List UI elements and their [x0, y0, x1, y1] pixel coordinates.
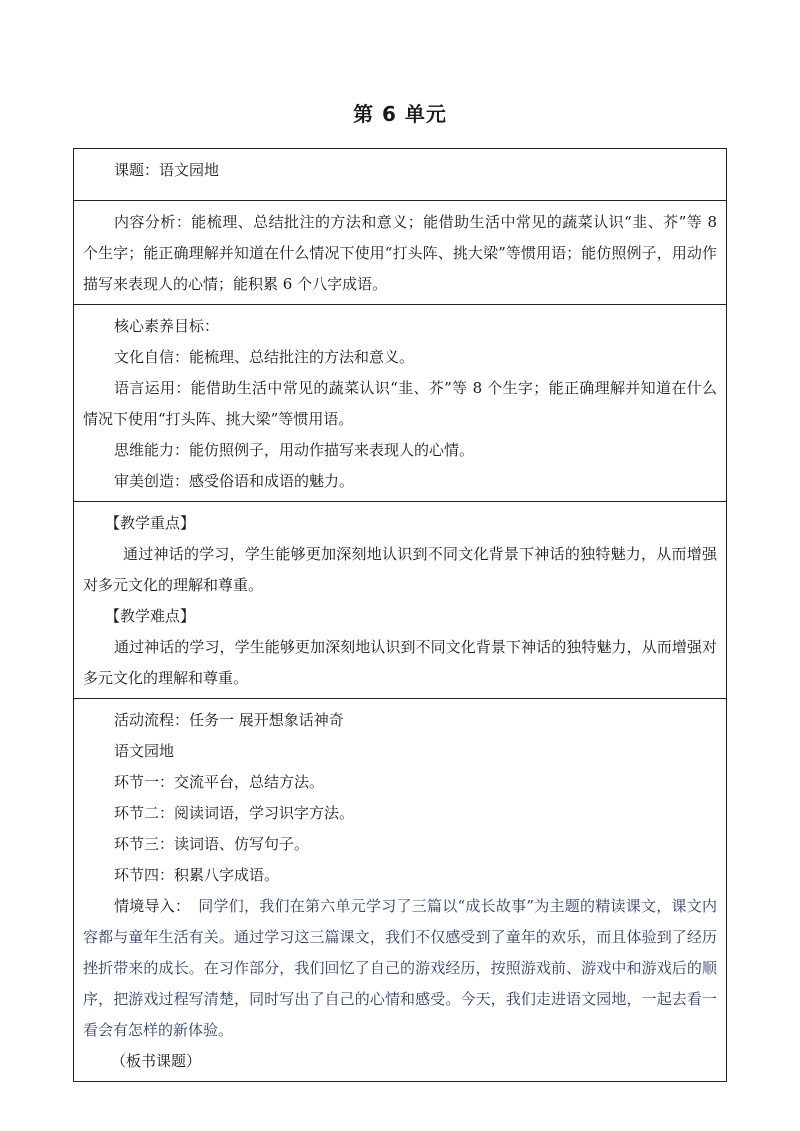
flow-subtitle: 语文园地 [114, 742, 175, 760]
table-row [74, 502, 727, 699]
core-goals-cell [74, 305, 727, 502]
intro-text: 同学们，我们在第六单元学习了三篇以“成长故事”为主题的精读课文，课文内容都与童年生活有关。通过学习这三篇课文，我们不仅感受到了童年的欢乐，而且体验到了经历挫折带来的成长。在习作部分，我们回忆了自己的游戏经历，按照游戏前、游戏中和游戏后的顺序，把游戏过程写清楚，同时写出了自己的心情和感受。今天，我们走进语文园地，一起去看一看会有怎样的新体验。 [83, 897, 717, 1039]
core-goal-item: 语言运用：能借助生活中常见的蔬菜认识“韭、芥”等 8 个生字；能正确理解并知道在什么情况下使用“打头阵、挑大梁”等惯用语。 [83, 379, 717, 428]
situation-intro [83, 891, 717, 1046]
table-row [74, 699, 727, 1082]
difficulty-title: 【教学难点】 [105, 607, 196, 625]
flow-step: 环节二：阅读词语，学习识字方法。 [114, 804, 355, 822]
table-row [74, 201, 727, 305]
content-analysis-text: 内容分析：能梳理、总结批注的方法和意义；能借助生活中常见的蔬菜认识“韭、芥”等 8 个生字；能正确理解并知道在什么情况下使用“打头阵、挑大梁”等惯用语；能仿照例子，用动作描写来表现人的心情；能积累 6 个八字成语。 [83, 213, 717, 293]
board-note: （板书课题） [111, 1052, 202, 1070]
core-goal-item: 思维能力：能仿照例子，用动作描写来表现人的心情。 [114, 441, 475, 459]
flow-heading: 活动流程：任务一 展开想象话神奇 [114, 711, 344, 729]
core-goal-item: 文化自信：能梳理、总结批注的方法和意义。 [114, 348, 415, 366]
intro-label: 情境导入： [114, 897, 191, 915]
table-row [74, 305, 727, 502]
difficulty-text: 通过神话的学习，学生能够更加深刻地认识到不同文化背景下神话的独特魅力，从而增强对多元文化的理解和尊重。 [83, 638, 717, 687]
key-points-title: 【教学重点】 [105, 514, 196, 532]
lesson-table [73, 148, 727, 1082]
table-row [74, 149, 727, 201]
flow-step: 环节一：交流平台，总结方法。 [114, 773, 325, 791]
key-points-text: 通过神话的学习，学生能够更加深刻地认识到不同文化背景下神话的独特魅力，从而增强对多元文化的理解和尊重。 [83, 545, 717, 594]
core-goals-title: 核心素养目标： [114, 317, 220, 335]
topic-cell [74, 149, 727, 201]
activity-flow-cell [74, 699, 727, 1082]
flow-step: 环节三：读词语、仿写句子。 [114, 835, 310, 853]
content-analysis-cell [74, 201, 727, 305]
core-goal-item: 审美创造：感受俗语和成语的魅力。 [114, 472, 355, 490]
topic-text: 课题：语文园地 [114, 161, 220, 179]
page-title: 第 6 单元 [353, 102, 447, 126]
flow-step: 环节四：积累八字成语。 [114, 866, 280, 884]
key-difficulty-cell [74, 502, 727, 699]
